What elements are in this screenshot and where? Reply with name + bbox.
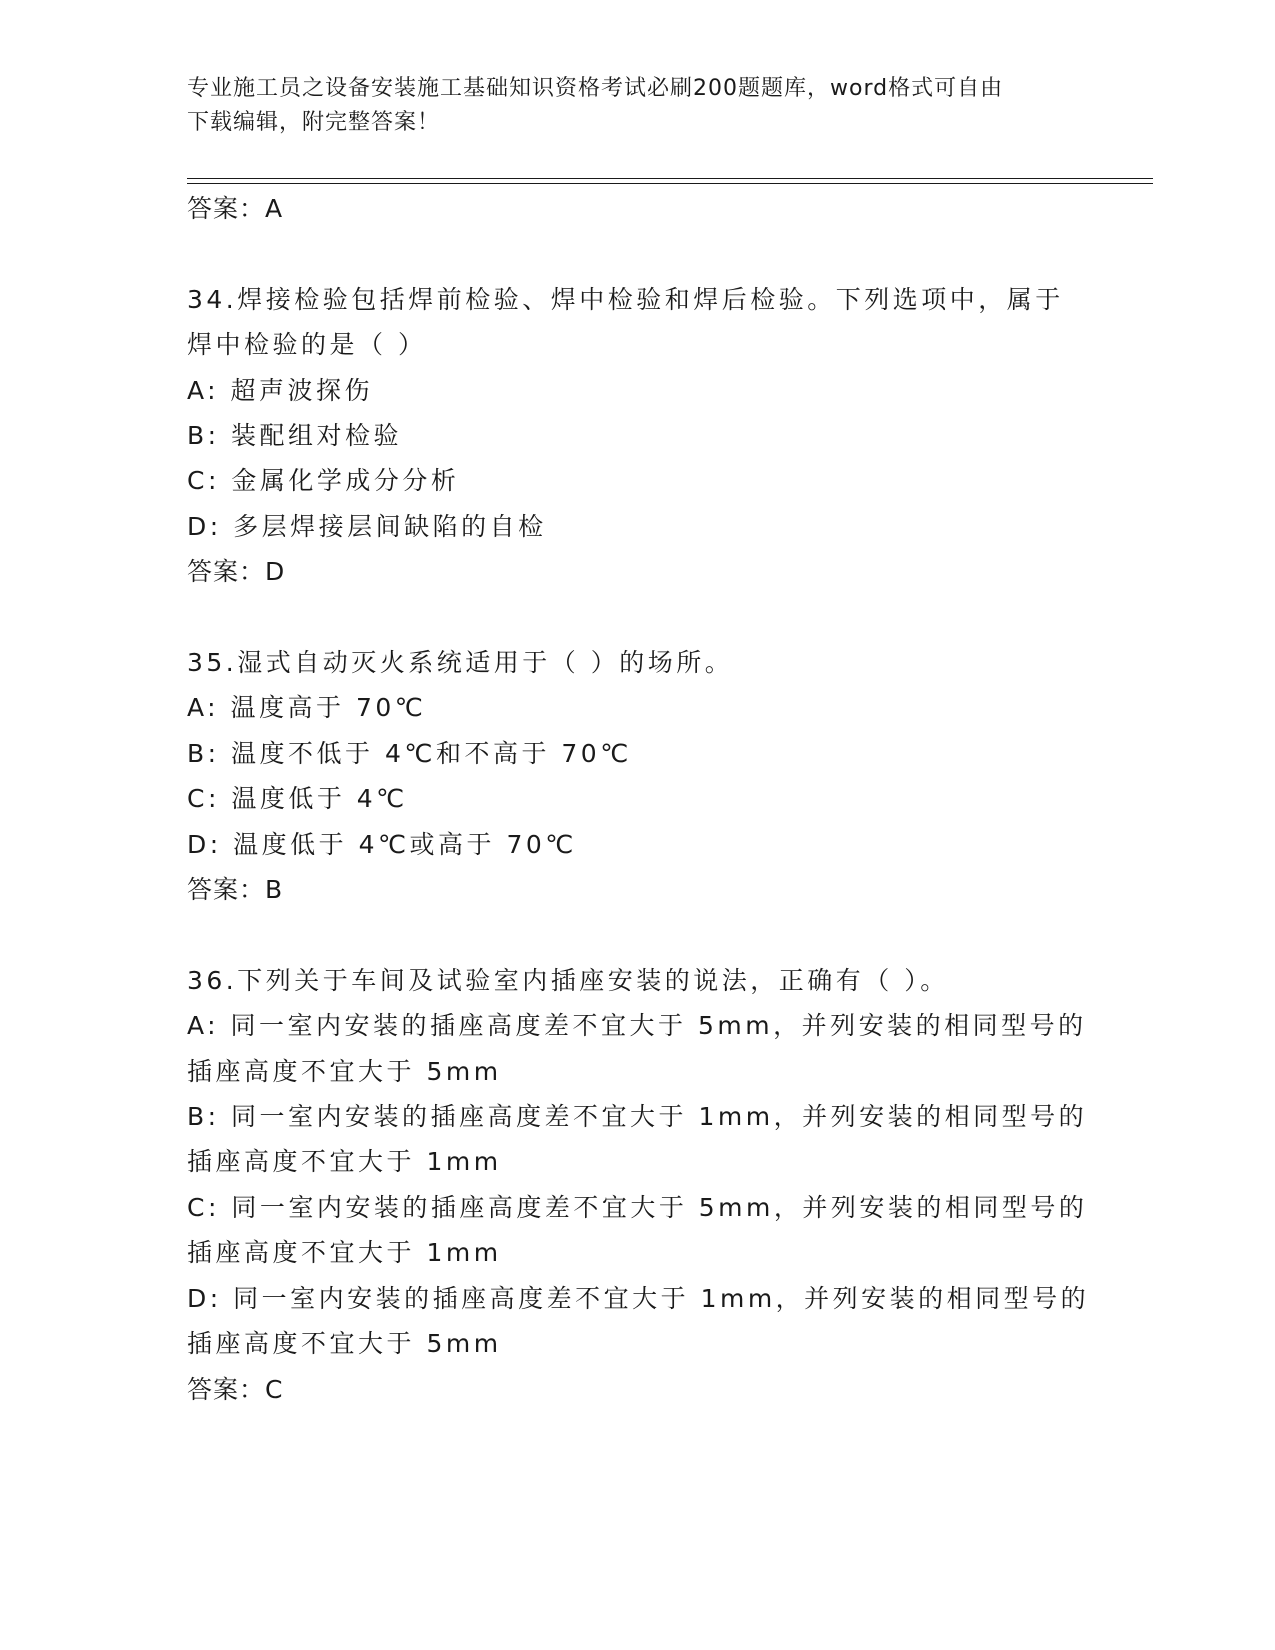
option-c-continued: 插座高度不宜大于 1mm <box>187 1238 502 1268</box>
question-list <box>187 186 1090 1412</box>
header-line-2: 下载编辑，附完整答案！ <box>187 110 441 135</box>
option-a-continued: 插座高度不宜大于 5mm <box>187 1056 502 1086</box>
option-a: A: 温度高于 70℃ <box>187 693 427 723</box>
option-c: C: 金属化学成分分析 <box>187 466 460 496</box>
answer-35: 答案：B <box>187 875 284 905</box>
option-d: D: 温度低于 4℃或高于 70℃ <box>187 829 577 859</box>
option-a: A: 超声波探伤 <box>187 375 374 405</box>
answer-34: 答案：D <box>187 557 286 587</box>
option-d: D: 同一室内安装的插座高度差不宜大于 1mm，并列安装的相同型号的 <box>187 1283 1090 1313</box>
question-stem-line: 焊中检验的是（ ） <box>187 330 427 360</box>
question-stem-line: 34.焊接检验包括焊前检验、焊中检验和焊后检验。下列选项中，属于 <box>187 284 1064 314</box>
option-b: B: 同一室内安装的插座高度差不宜大于 1mm，并列安装的相同型号的 <box>187 1102 1088 1132</box>
question-34 <box>187 277 1087 595</box>
question-stem-line: 36.下列关于车间及试验室内插座安装的说法，正确有（ ）。 <box>187 965 949 995</box>
option-a: A: 同一室内安装的插座高度差不宜大于 5mm，并列安装的相同型号的 <box>187 1011 1087 1041</box>
option-c: C: 同一室内安装的插座高度差不宜大于 5mm，并列安装的相同型号的 <box>187 1192 1088 1222</box>
option-b: B: 温度不低于 4℃和不高于 70℃ <box>187 738 632 768</box>
option-d: D: 多层焊接层间缺陷的自检 <box>187 511 547 541</box>
document-header <box>187 72 1067 140</box>
header-rule-bottom <box>187 183 1153 184</box>
option-b-continued: 插座高度不宜大于 1mm <box>187 1147 502 1177</box>
previous-answer: 答案：A <box>187 194 284 223</box>
question-stem-line: 35.湿式自动灭火系统适用于（ ）的场所。 <box>187 648 734 678</box>
option-d-continued: 插座高度不宜大于 5mm <box>187 1329 502 1359</box>
header-line-1: 专业施工员之设备安装施工基础知识资格考试必刷200题题库，word格式可自由 <box>187 76 1004 101</box>
answer-36: 答案：C <box>187 1374 284 1404</box>
question-36 <box>187 958 1090 1412</box>
option-c: C: 温度低于 4℃ <box>187 784 408 814</box>
option-b: B: 装配组对检验 <box>187 421 403 451</box>
question-35 <box>187 640 1087 912</box>
header-rule-top <box>187 178 1153 179</box>
